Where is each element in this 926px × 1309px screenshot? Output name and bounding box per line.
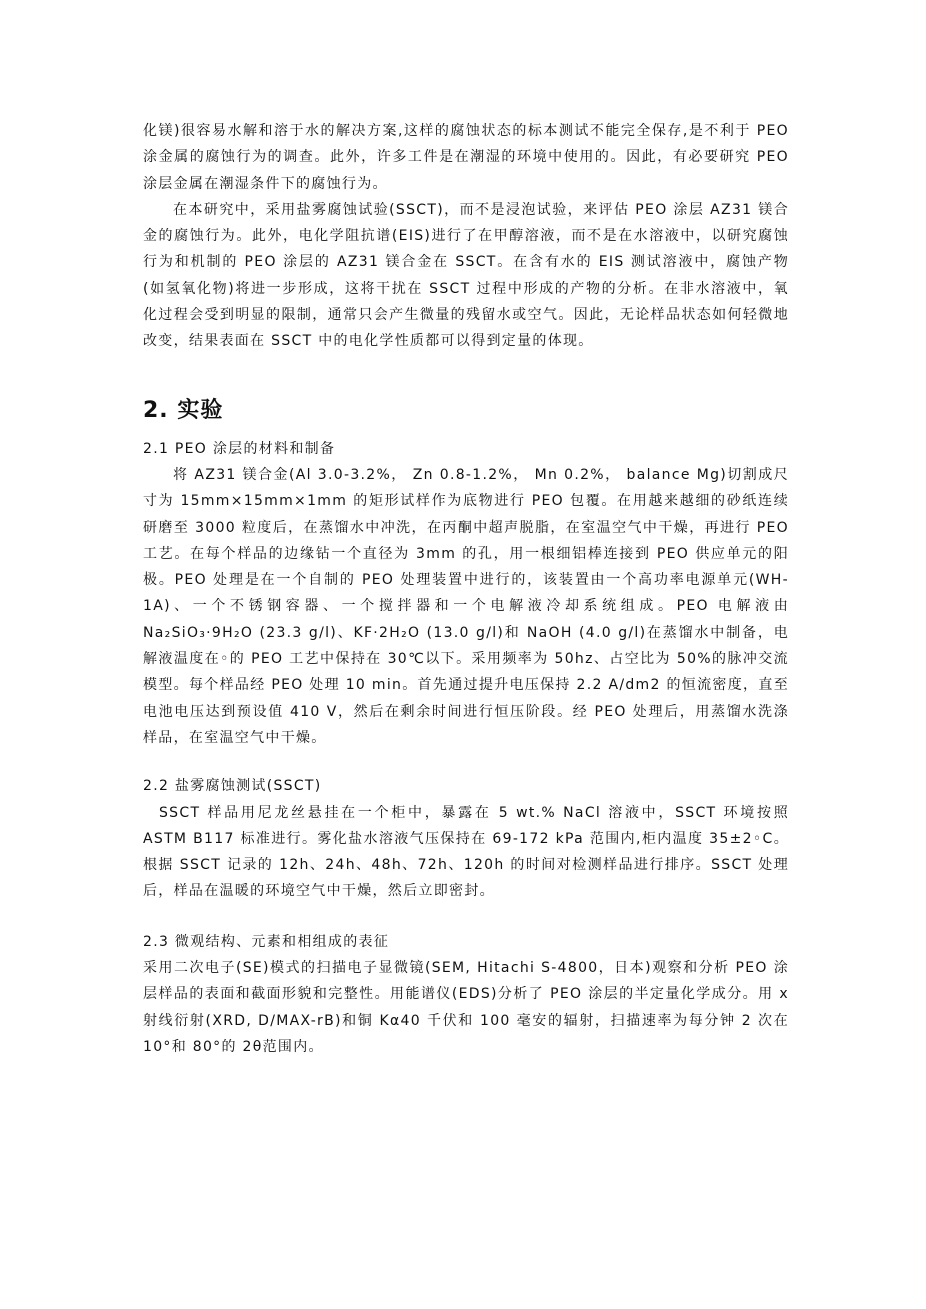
intro-paragraph-1: 化镁)很容易水解和溶于水的解决方案,这样的腐蚀状态的标本测试不能完全保存,是不利于 PEO 涂金属的腐蚀行为的调查。此外，许多工件是在潮湿的环境中使用的。因此，有必要研究 PEO 涂层金属在潮湿条件下的腐蚀行为。 (143, 123, 789, 192)
section-title: 2. 实验 (143, 397, 224, 423)
paragraph-text-part-1: 将 AZ31 镁合金(Al 3.0-3.2%， Zn 0.8-1.2%， Mn 0.2%， balance Mg)切割成尺寸为 15mm×15mm×1mm 的矩形试样作为底物进行 PEO 包覆。在用越来越细的砂纸连续研磨至 3000 粒度后，在蒸馏水中冲洗，在丙酮中超声脱脂，在室温空气中干燥，再进行 PEO 工艺。在每个样品的边缘钻一个直径为 3mm 的孔，用一根细铝棒连接到 PEO 供应单元的阳极。PEO 处理是在一个自制的 PEO 处理装置中进行的，该装置由一个高功率电源单元(WH-1A)、一个不锈钢容器、一个搅拌器和一个电解液冷却系统组成。PEO 电解液由 (143, 466, 789, 615)
subsection-2-2-paragraph: SSCT 样品用尼龙丝悬挂在一个柜中，暴露在 5 wt.% NaCl 溶液中，SSCT 环境按照 ASTM B117 标准进行。雾化盐水溶液气压保持在 69-172 kPa 范围内,柜内温度 35±2◦C。根据 SSCT 记录的 12h、24h、48h、72h、120h 的时间对检测样品进行排序。SSCT 处理后，样品在温暖的环境空气中干燥，然后立即密封。 (143, 804, 789, 900)
subsection-2-3-title: 2.3 微观结构、元素和相组成的表征 (143, 933, 390, 950)
paragraph-text-part-2: 在蒸馏水中制备，电解液温度在◦的 PEO 工艺中保持在 30℃以下。采用频率为 50hz、占空比为 50%的脉冲交流模型。每个样品经 PEO 处理 10 min。首先通过提升电压保持 2.2 A/dm2 的恒流密度，直至电池电压达到预设值 410 V，然后在剩余时间进行恒压阶段。经 PEO 处理后，用蒸馏水洗涤样品，在室温空气中干燥。 (143, 624, 789, 746)
electrolyte-formula: Na₂SiO₃·9H₂O (23.3 g/l)、KF·2H₂O (13.0 g/l)和 NaOH (4.0 g/l) (143, 624, 647, 641)
document-page (143, 118, 789, 1060)
subsection-2-1-paragraph (143, 462, 789, 751)
subsection-2-2-title: 2.2 盐雾腐蚀测试(SSCT) (143, 778, 322, 795)
subsection-2-3-paragraph: 采用二次电子(SE)模式的扫描电子显微镜(SEM, Hitachi S-4800，日本)观察和分析 PEO 涂层样品的表面和截面形貌和完整性。用能谱仪(EDS)分析了 PEO 涂层的半定量化学成分。用 x 射线衍射(XRD, D/MAX-rB)和铜 Kα40 千伏和 100 毫安的辐射，扫描速率为每分钟 2 次在 10°和 80°的 2θ范围内。 (143, 960, 789, 1055)
subsection-2-1-title: 2.1 PEO 涂层的材料和制备 (143, 440, 336, 457)
intro-paragraph-2: 在本研究中，采用盐雾腐蚀试验(SSCT)，而不是浸泡试验，来评估 PEO 涂层 AZ31 镁合金的腐蚀行为。此外，电化学阻抗谱(EIS)进行了在甲醇溶液，而不是在水溶液中，以研究腐蚀行为和机制的 PEO 涂层的 AZ31 镁合金在 SSCT。在含有水的 EIS 测试溶液中，腐蚀产物(如氢氧化物)将进一步形成，这将干扰在 SSCT 过程中形成的产物的分析。在非水溶液中，氧化过程会受到明显的限制，通常只会产生微量的残留水或空气。因此，无论样品状态如何轻微地改变，结果表面在 SSCT 中的电化学性质都可以得到定量的体现。 (143, 201, 789, 350)
